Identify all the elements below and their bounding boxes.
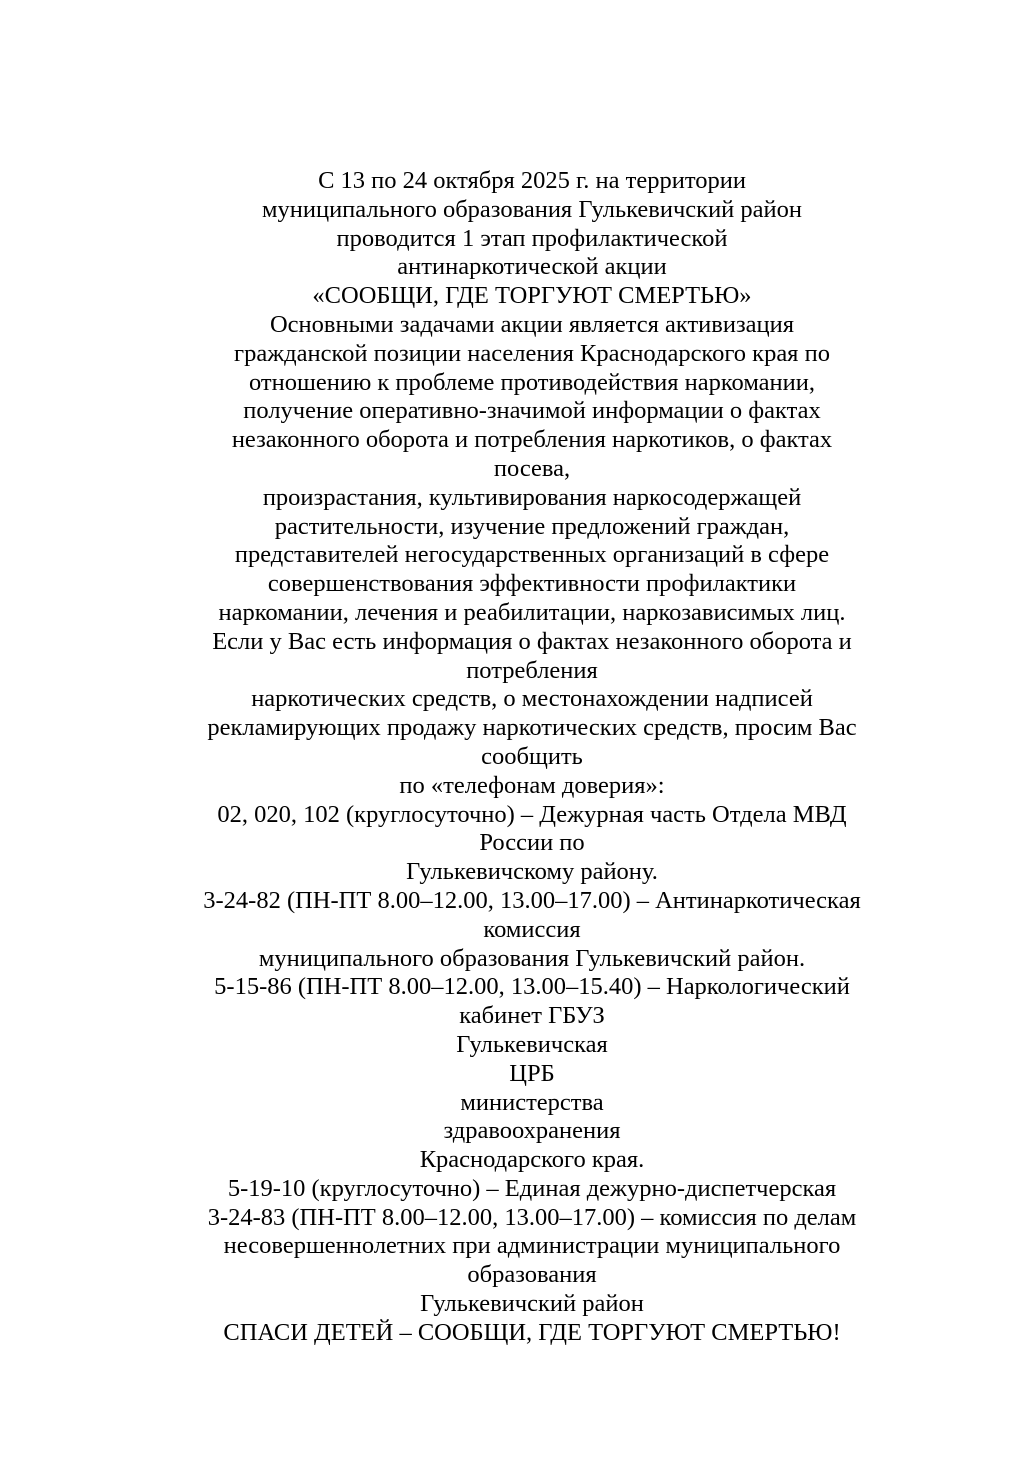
text-line: наркомании, лечения и реабилитации, наркозависимых лиц. bbox=[218, 598, 846, 626]
text-line: потребления bbox=[466, 656, 598, 684]
text-line: образования bbox=[467, 1261, 597, 1289]
text-line: Гулькевичскому району. bbox=[406, 858, 658, 886]
text-line: кабинет ГБУЗ bbox=[459, 1002, 605, 1030]
text-line: рекламирующих продажу наркотических средств, просим Вас bbox=[207, 714, 857, 742]
text-line: отношению к проблеме противодействия наркомании, bbox=[249, 368, 815, 396]
text-line: комиссия bbox=[483, 915, 581, 943]
text-line: антинаркотической акции bbox=[397, 253, 667, 281]
closing-slogan: СПАСИ ДЕТЕЙ – СООБЩИ, ГДЕ ТОРГУЮТ СМЕРТЬЮ! bbox=[223, 1318, 841, 1346]
text-line: Если у Вас есть информация о фактах незаконного оборота и bbox=[212, 627, 852, 655]
hotline-police: 02, 020, 102 (круглосуточно) – Дежурная часть Отдела МВД bbox=[217, 800, 847, 828]
text-line: Гулькевичская bbox=[456, 1030, 608, 1058]
text-line: муниципального образования Гулькевичский район. bbox=[258, 944, 806, 972]
text-line: растительности, изучение предложений граждан, bbox=[274, 512, 790, 540]
text-line: незаконного оборота и потребления наркотиков, о фактах bbox=[231, 426, 833, 454]
hotline-dispatch: 5-19-10 (круглосуточно) – Единая дежурно-диспетчерская bbox=[227, 1174, 837, 1202]
text-line: С 13 по 24 октября 2025 г. на территории bbox=[318, 167, 746, 194]
text-line: представителей негосударственных организаций в сфере bbox=[234, 541, 830, 569]
hotline-antidrug-commission: 3-24-82 (ПН-ПТ 8.00–12.00, 13.00–17.00) – Антинаркотическая bbox=[203, 886, 861, 914]
text-line: совершенствования эффективности профилактики bbox=[267, 570, 797, 598]
text-line: проводится 1 этап профилактической bbox=[336, 224, 728, 252]
hotline-minors-commission: 3-24-83 (ПН-ПТ 8.00–12.00, 13.00–17.00) – комиссия по делам bbox=[207, 1203, 857, 1231]
text-line: наркотических средств, о местонахождении надписей bbox=[251, 685, 813, 713]
text-line: гражданской позиции населения Краснодарского края по bbox=[234, 339, 830, 367]
text-line: произрастания, культивирования наркосодержащей bbox=[262, 483, 802, 511]
text-line: по «телефонам доверия»: bbox=[399, 771, 665, 799]
text-line: здравоохранения bbox=[443, 1117, 621, 1145]
text-line: Краснодарского края. bbox=[419, 1146, 645, 1174]
text-line: России по bbox=[479, 829, 585, 857]
campaign-title: «СООБЩИ, ГДЕ ТОРГУЮТ СМЕРТЬЮ» bbox=[312, 282, 752, 310]
announcement-text bbox=[0, 167, 1024, 1348]
text-line: сообщить bbox=[481, 742, 583, 770]
text-line: получение оперативно-значимой информации о фактах bbox=[243, 397, 821, 425]
text-line: министерства bbox=[460, 1088, 604, 1116]
text-line: ЦРБ bbox=[509, 1059, 555, 1087]
hotline-narcology: 5-15-86 (ПН-ПТ 8.00–12.00, 13.00–15.40) – Наркологический bbox=[214, 973, 850, 1001]
text-line: Гулькевичский район bbox=[420, 1290, 644, 1318]
text-line: посева, bbox=[493, 454, 571, 482]
text-line: муниципального образования Гулькевичский район bbox=[261, 195, 803, 223]
text-line: Основными задачами акции является активизация bbox=[269, 310, 795, 338]
text-line: несовершеннолетних при администрации муниципального bbox=[223, 1232, 841, 1260]
